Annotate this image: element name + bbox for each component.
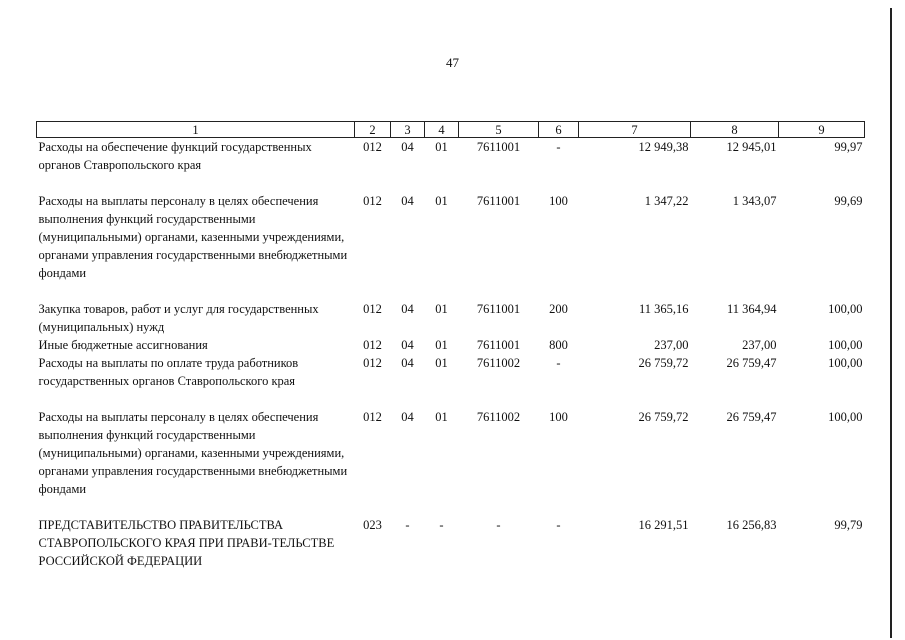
cell-section: 04 bbox=[401, 302, 414, 316]
cell-target-article: 7611002 bbox=[476, 410, 521, 424]
cell-section: - bbox=[405, 518, 410, 532]
cell-executed: 26 759,47 bbox=[726, 410, 777, 424]
cell-ministry: 012 bbox=[363, 140, 382, 154]
cell-ministry: 012 bbox=[363, 302, 382, 316]
cell-planned: 16 291,51 bbox=[638, 518, 689, 532]
row-name: Закупка товаров, работ и услуг для государственных (муниципальных) нужд bbox=[38, 302, 319, 334]
column-header: 4 bbox=[425, 122, 459, 138]
row-name: ПРЕДСТАВИТЕЛЬСТВО ПРАВИТЕЛЬСТВА СТАВРОПОЛЬСКОГО КРАЯ ПРИ ПРАВИ-ТЕЛЬСТВЕ РОССИЙСКОЙ ФЕДЕРАЦИИ bbox=[38, 518, 335, 568]
cell-expense-type: - bbox=[556, 356, 561, 370]
cell-expense-type: - bbox=[556, 518, 561, 532]
cell-percent: 100,00 bbox=[828, 302, 863, 316]
row-name: Расходы на выплаты персоналу в целях обеспечения выполнения функций государственными (муниципальными) органами, казенными учреждениями, органами управления государственными внебюджетными фондами bbox=[38, 410, 348, 496]
cell-expense-type: 800 bbox=[549, 338, 568, 352]
cell-subsection: 01 bbox=[435, 194, 448, 208]
row-spacer bbox=[37, 390, 865, 408]
cell-subsection: - bbox=[439, 518, 444, 532]
budget-table bbox=[36, 121, 865, 570]
cell-percent: 99,79 bbox=[834, 518, 863, 532]
cell-ministry: 012 bbox=[363, 410, 382, 424]
cell-subsection: 01 bbox=[435, 356, 448, 370]
cell-target-article: 7611001 bbox=[476, 194, 521, 208]
row-name: Расходы на выплаты по оплате труда работников государственных органов Ставропольского края bbox=[38, 356, 299, 388]
page-edge-line bbox=[890, 8, 892, 638]
cell-executed: 237,00 bbox=[742, 338, 777, 352]
cell-expense-type: 100 bbox=[549, 410, 568, 424]
cell-target-article: 7611001 bbox=[476, 302, 521, 316]
table-row bbox=[37, 192, 865, 282]
page-number: 47 bbox=[446, 55, 459, 70]
cell-executed: 26 759,47 bbox=[726, 356, 777, 370]
cell-executed: 11 364,94 bbox=[726, 302, 777, 316]
cell-ministry: 023 bbox=[363, 518, 382, 532]
table-row bbox=[37, 408, 865, 498]
column-header: 1 bbox=[37, 122, 355, 138]
cell-planned: 1 347,22 bbox=[644, 194, 689, 208]
cell-executed: 1 343,07 bbox=[732, 194, 777, 208]
table-row bbox=[37, 336, 865, 354]
cell-target-article: 7611001 bbox=[476, 338, 521, 352]
cell-percent: 100,00 bbox=[828, 338, 863, 352]
row-spacer bbox=[37, 174, 865, 192]
cell-target-article: - bbox=[496, 518, 501, 532]
column-header: 3 bbox=[391, 122, 425, 138]
row-name: Иные бюджетные ассигнования bbox=[38, 338, 208, 352]
table-row bbox=[37, 516, 865, 570]
cell-planned: 237,00 bbox=[654, 338, 689, 352]
cell-subsection: 01 bbox=[435, 302, 448, 316]
cell-planned: 26 759,72 bbox=[638, 410, 689, 424]
cell-section: 04 bbox=[401, 140, 414, 154]
column-header: 5 bbox=[459, 122, 539, 138]
cell-ministry: 012 bbox=[363, 194, 382, 208]
cell-subsection: 01 bbox=[435, 338, 448, 352]
cell-section: 04 bbox=[401, 338, 414, 352]
cell-target-article: 7611002 bbox=[476, 356, 521, 370]
cell-executed: 16 256,83 bbox=[726, 518, 777, 532]
column-header: 9 bbox=[779, 122, 865, 138]
column-header: 2 bbox=[355, 122, 391, 138]
cell-ministry: 012 bbox=[363, 356, 382, 370]
row-spacer bbox=[37, 282, 865, 300]
table-row bbox=[37, 138, 865, 175]
cell-planned: 11 365,16 bbox=[638, 302, 689, 316]
cell-subsection: 01 bbox=[435, 410, 448, 424]
cell-section: 04 bbox=[401, 410, 414, 424]
cell-subsection: 01 bbox=[435, 140, 448, 154]
table-row bbox=[37, 300, 865, 336]
cell-expense-type: 200 bbox=[549, 302, 568, 316]
column-header: 8 bbox=[691, 122, 779, 138]
cell-planned: 12 949,38 bbox=[638, 140, 689, 154]
column-header: 6 bbox=[539, 122, 579, 138]
cell-target-article: 7611001 bbox=[476, 140, 521, 154]
cell-executed: 12 945,01 bbox=[726, 140, 777, 154]
cell-planned: 26 759,72 bbox=[638, 356, 689, 370]
cell-section: 04 bbox=[401, 194, 414, 208]
table-row bbox=[37, 354, 865, 390]
cell-section: 04 bbox=[401, 356, 414, 370]
cell-expense-type: - bbox=[556, 140, 561, 154]
cell-percent: 100,00 bbox=[828, 410, 863, 424]
cell-ministry: 012 bbox=[363, 338, 382, 352]
row-spacer bbox=[37, 498, 865, 516]
cell-percent: 99,97 bbox=[834, 140, 863, 154]
cell-expense-type: 100 bbox=[549, 194, 568, 208]
cell-percent: 100,00 bbox=[828, 356, 863, 370]
row-name: Расходы на выплаты персоналу в целях обеспечения выполнения функций государственными (муниципальными) органами, казенными учреждениями, органами управления государственными внебюджетными фондами bbox=[38, 194, 348, 280]
row-name: Расходы на обеспечение функций государственных органов Ставропольского края bbox=[38, 140, 312, 172]
table-header-row bbox=[37, 122, 865, 138]
column-header: 7 bbox=[579, 122, 691, 138]
cell-percent: 99,69 bbox=[834, 194, 863, 208]
